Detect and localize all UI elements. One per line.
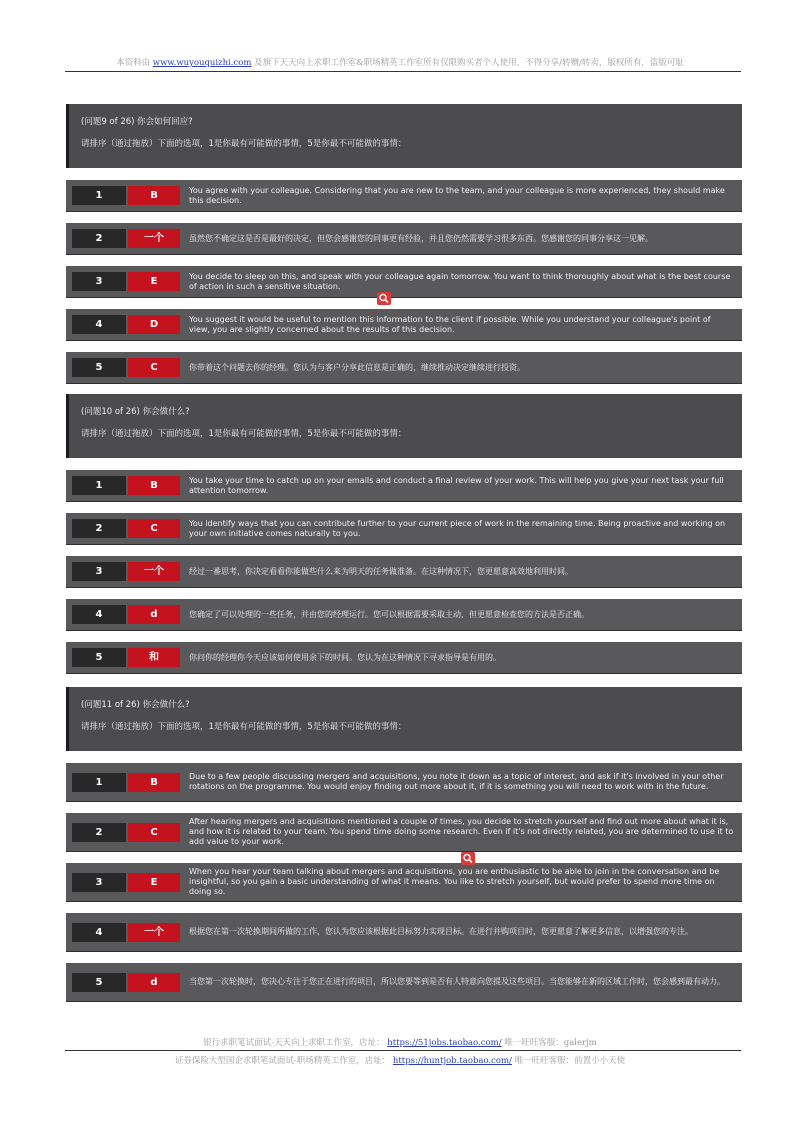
option-text: After hearing mergers and acquisitions mentioned a couple of times, you decide to stretch yourself and find out more about what it is, and how it is related to your team. You spend time doing some research. Even if it's not directly related, you are determined to use it to add value to your work. <box>189 817 734 846</box>
footer-line-2 <box>0 1054 800 1066</box>
option-letter: 一个 <box>128 923 180 942</box>
option-text: 当您第一次轮换时，您决心专注于您正在进行的项目，所以您要等到是否有人特意向您提及这些项目。当您能够在新的区域工作时，您会感到最有动力。 <box>189 977 725 986</box>
header-suffix: 及旗下天天向上求职工作室&职场精英工作室所有仅限购买者个人使用，不得分享/转赠/转卖，版权所有，盗版可耻 <box>254 58 684 68</box>
ranking-option[interactable] <box>66 309 742 341</box>
option-text: 您确定了可以处理的一些任务，并由您的经理运行。您可以根据需要采取主动，但更愿意检查您的方法是否正确。 <box>189 609 589 619</box>
question-title: (问题10 of 26) 你会做什么? <box>81 407 190 417</box>
option-text: When you hear your team talking about mergers and acquisitions, you are enthusiastic to be able to join in the conversation and be insightful, so you gain a basic understanding of what it means. You like to stretch yourself, but would prefer to spend more time on doing so. <box>189 867 720 896</box>
rank-number: 1 <box>72 476 126 495</box>
footer-suffix: 唯一旺旺客服：前置小小天使 <box>514 1056 626 1066</box>
option-text: Due to a few people discussing mergers and acquisitions, you note it down as a topic of interest, and ask if it's involved in your other rotations on the programme. You would enjoy finding out more about it, if it is something you will need to work with in the future. <box>189 772 724 791</box>
search-icon[interactable] <box>377 292 391 305</box>
option-text: 根据您在第一次轮换期间所做的工作，您认为您应该根据此目标努力实现目标。在进行并购项目时，您更愿意了解更多信息，以增强您的专注。 <box>189 927 693 936</box>
ranking-option[interactable] <box>66 180 742 212</box>
option-text: 你带着这个问题去你的经理。您认为与客户分享此信息是正确的，继续推动决定继续进行投资。 <box>189 362 525 372</box>
footer-text: 银行求职笔试面试-天天向上求职工作室，店址： <box>203 1038 385 1048</box>
question-instruction: 请排序（通过拖放）下面的选项，1是你最有可能做的事情，5是你最不可能做的事情： <box>81 722 407 732</box>
option-letter: 一个 <box>128 562 180 581</box>
option-text: You identify ways that you can contribute further to your current piece of work in the remaining time. Being proactive and working on your own initiative comes naturally to you. <box>189 518 726 538</box>
option-text: You take your time to catch up on your emails and conduct a final review of your work. This will help you give your next task your full attention tomorrow. <box>189 475 724 495</box>
question-title: (问题11 of 26) 你会做什么? <box>81 700 190 710</box>
header-link[interactable]: www.wuyouquizhi.com <box>152 58 252 68</box>
ranking-option[interactable] <box>66 913 742 952</box>
rank-number: 4 <box>72 315 126 334</box>
rank-number: 3 <box>72 272 126 291</box>
ranking-option[interactable] <box>66 223 742 255</box>
option-text: 虽然您不确定这是否是最好的决定，但您会感谢您的同事更有经验，并且您仍然需要学习很多东西。您感谢您的同事分享这一见解。 <box>189 233 653 243</box>
option-letter: d <box>128 973 180 992</box>
option-text: 你问你的经理你今天应该如何使用余下的时间。您认为在这种情况下寻求指导是有用的。 <box>189 652 501 662</box>
rank-number: 5 <box>72 973 126 992</box>
question-9-block <box>66 104 742 395</box>
footer-link[interactable]: https://51jobs.taobao.com/ <box>387 1038 502 1048</box>
ranking-option[interactable] <box>66 963 742 1002</box>
option-text: You suggest it would be useful to mention this information to the client if possible. While you understand your colleague's point of view, you are slightly concerned about the results of this decision. <box>189 314 711 334</box>
option-letter: B <box>128 186 180 205</box>
ranking-option[interactable] <box>66 813 742 852</box>
rank-number: 5 <box>72 358 126 377</box>
rank-number: 2 <box>72 519 126 538</box>
ranking-option[interactable] <box>66 266 742 298</box>
ranking-option[interactable] <box>66 863 742 902</box>
question-header <box>66 394 742 458</box>
question-title: (问题9 of 26) 你会如何回应? <box>81 117 193 127</box>
ranking-option[interactable] <box>66 599 742 631</box>
option-letter: E <box>128 272 180 291</box>
footer-text: 证券保险大型国企求职笔试面试-职场精英工作室，店址： <box>174 1056 391 1066</box>
option-letter: B <box>128 773 180 792</box>
question-header <box>66 104 742 168</box>
rank-number: 4 <box>72 605 126 624</box>
ranking-option[interactable] <box>66 352 742 384</box>
question-10-block <box>66 394 742 685</box>
ranking-option[interactable] <box>66 513 742 545</box>
option-letter: d <box>128 605 180 624</box>
ranking-option[interactable] <box>66 763 742 802</box>
rank-number: 1 <box>72 773 126 792</box>
option-letter: 和 <box>128 648 180 667</box>
rank-number: 4 <box>72 923 126 942</box>
option-letter: E <box>128 873 180 892</box>
option-letter: 一个 <box>128 229 180 248</box>
rank-number: 2 <box>72 229 126 248</box>
rank-number: 2 <box>72 823 126 842</box>
footer-link[interactable]: https://huntjob.taobao.com/ <box>392 1056 512 1066</box>
ranking-option[interactable] <box>66 556 742 588</box>
option-letter: D <box>128 315 180 334</box>
option-letter: C <box>128 823 180 842</box>
page-header-note <box>0 56 800 68</box>
question-instruction: 请排序（通过拖放）下面的选项，1是你最有可能做的事情，5是你最不可能做的事情： <box>81 139 407 149</box>
rank-number: 3 <box>72 562 126 581</box>
option-letter: B <box>128 476 180 495</box>
option-letter: C <box>128 358 180 377</box>
question-11-block <box>66 687 742 1013</box>
ranking-option[interactable] <box>66 642 742 674</box>
ranking-option[interactable] <box>66 470 742 502</box>
option-text: 经过一番思考，你决定看看你能做些什么来为明天的任务做准备。在这种情况下，您更愿意高效地利用时间。 <box>189 566 573 576</box>
footer-suffix: 唯一旺旺客服：galerjm <box>504 1038 597 1048</box>
search-icon[interactable] <box>461 852 475 865</box>
question-header <box>66 687 742 751</box>
footer-line-1 <box>0 1036 800 1048</box>
option-text: You agree with your colleague. Considering that you are new to the team, and your colleague is more experienced, they should make this decision. <box>189 185 725 205</box>
footer-rule <box>65 1050 741 1051</box>
header-rule <box>65 71 741 72</box>
option-letter: C <box>128 519 180 538</box>
rank-number: 5 <box>72 648 126 667</box>
question-instruction: 请排序（通过拖放）下面的选项，1是你最有可能做的事情，5是你最不可能做的事情： <box>81 429 407 439</box>
rank-number: 3 <box>72 873 126 892</box>
rank-number: 1 <box>72 186 126 205</box>
option-text: You decide to sleep on this, and speak with your colleague again tomorrow. You want to think thoroughly about what is the best course of action in such a sensitive situation. <box>189 271 731 291</box>
header-prefix: 本资料由 <box>116 58 151 68</box>
